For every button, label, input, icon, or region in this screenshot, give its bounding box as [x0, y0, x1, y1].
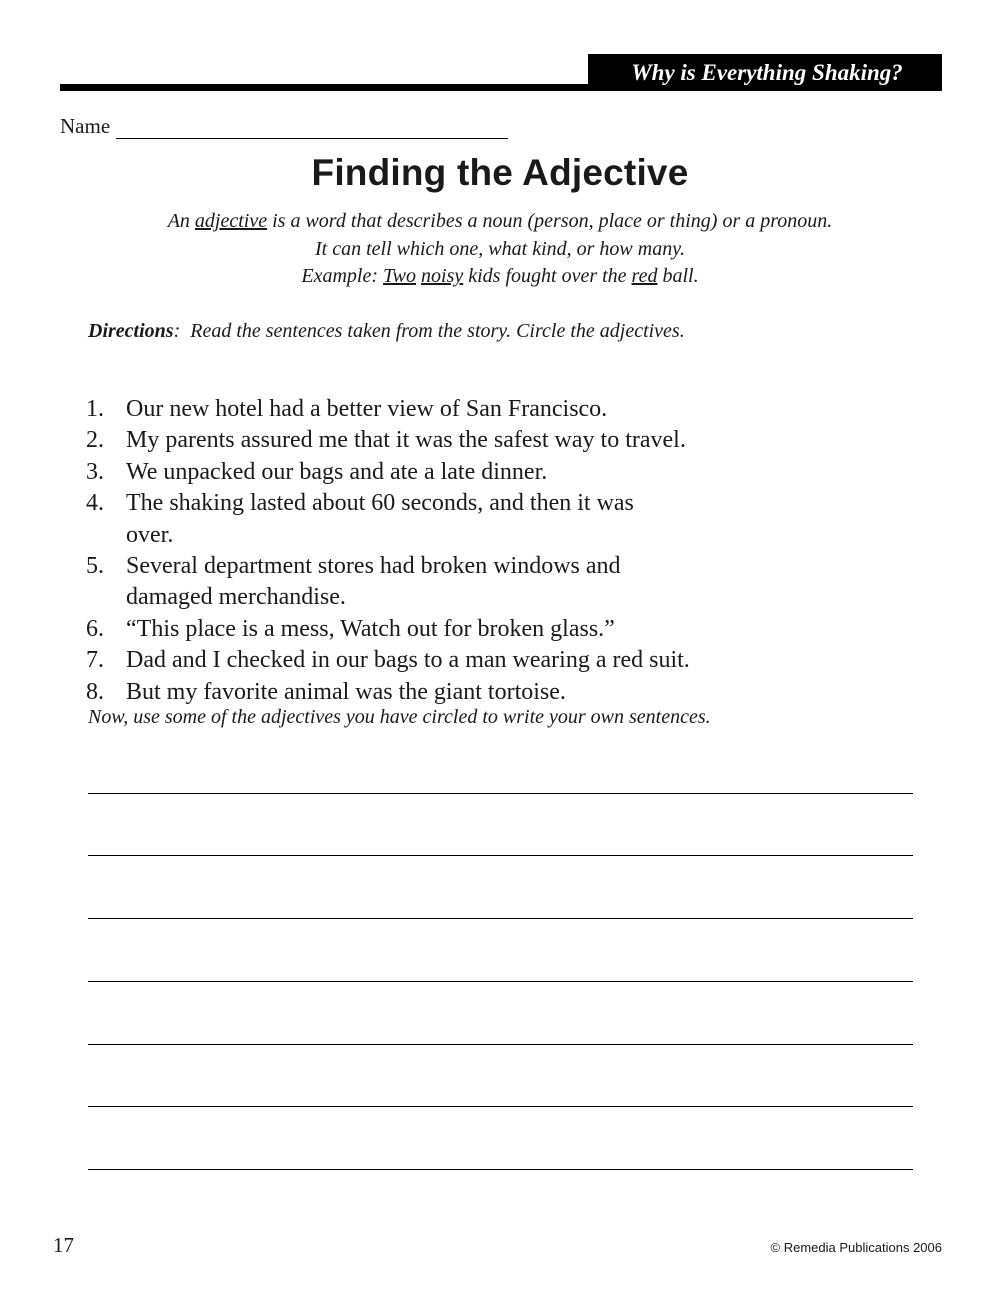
item-number: 6. [86, 615, 104, 642]
sentence-text[interactable]: My parents assured me that it was the safest way to travel. [126, 427, 686, 454]
page-title: Finding the Adjective [311, 152, 689, 193]
writing-line[interactable] [88, 1169, 913, 1170]
writing-line[interactable] [88, 981, 913, 982]
item-number: 5. [86, 553, 104, 580]
sentence-text[interactable]: “This place is a mess, Watch out for broken glass.” [126, 615, 615, 642]
example-line [0, 265, 1000, 288]
header-banner: Why is Everything Shaking? [588, 54, 942, 91]
name-field[interactable] [116, 114, 508, 139]
example-adjective: red [631, 265, 658, 287]
list-item [86, 425, 766, 456]
item-number: 8. [86, 678, 104, 705]
item-number: 2. [86, 427, 104, 454]
list-item [86, 457, 766, 488]
item-number: 1. [86, 396, 104, 422]
writing-prompt: Now, use some of the adjectives you have circled to write your own sentences. [88, 706, 711, 728]
name-row [60, 114, 508, 139]
definition-text: An [167, 210, 195, 232]
list-item [86, 645, 766, 676]
example-text: ball. [657, 265, 699, 287]
directions-label: Directions [88, 320, 174, 342]
sentence-text[interactable]: But my favorite animal was the giant tortoise. [126, 678, 566, 705]
directions [88, 320, 685, 343]
sentence-text[interactable]: We unpacked our bags and ate a late dinner. [126, 458, 548, 485]
definition-line-2: It can tell which one, what kind, or how many. [315, 238, 685, 260]
sentence-text[interactable]: The shaking lasted about 60 seconds, and then it was over. [126, 490, 634, 548]
definition-term: adjective [194, 210, 268, 232]
example-text: kids fought over the [463, 265, 632, 287]
copyright-notice: © Remedia Publications 2006 [770, 1240, 942, 1255]
page-number: 17 [53, 1233, 74, 1257]
definition-line-1 [0, 210, 1000, 233]
item-number: 4. [86, 490, 104, 517]
list-item [86, 394, 766, 425]
directions-text: Read the sentences taken from the story. Circle the adjectives. [180, 320, 685, 342]
example-adjective: noisy [421, 265, 464, 287]
name-label: Name [60, 114, 111, 138]
list-item [86, 551, 766, 614]
writing-line[interactable] [88, 1044, 913, 1045]
sentence-list [86, 394, 766, 708]
writing-line[interactable] [88, 855, 913, 856]
list-item [86, 488, 766, 551]
item-number: 3. [86, 458, 104, 485]
sentence-text[interactable]: Our new hotel had a better view of San Francisco. [126, 396, 608, 422]
sentence-text[interactable]: Several department stores had broken windows and damaged merchandise. [126, 553, 621, 611]
sentence-text[interactable]: Dad and I checked in our bags to a man wearing a red suit. [126, 647, 690, 674]
definition-text: is a word that describes a noun (person, place or thing) or a pronoun. [267, 210, 833, 232]
list-item [86, 677, 766, 708]
writing-line[interactable] [88, 918, 913, 919]
directions-colon: : [173, 320, 181, 342]
example-label: Example: [301, 265, 384, 287]
list-item [86, 614, 766, 645]
writing-line[interactable] [88, 793, 913, 794]
item-number: 7. [86, 647, 104, 674]
writing-line[interactable] [88, 1106, 913, 1107]
example-adjective: Two [383, 265, 417, 287]
